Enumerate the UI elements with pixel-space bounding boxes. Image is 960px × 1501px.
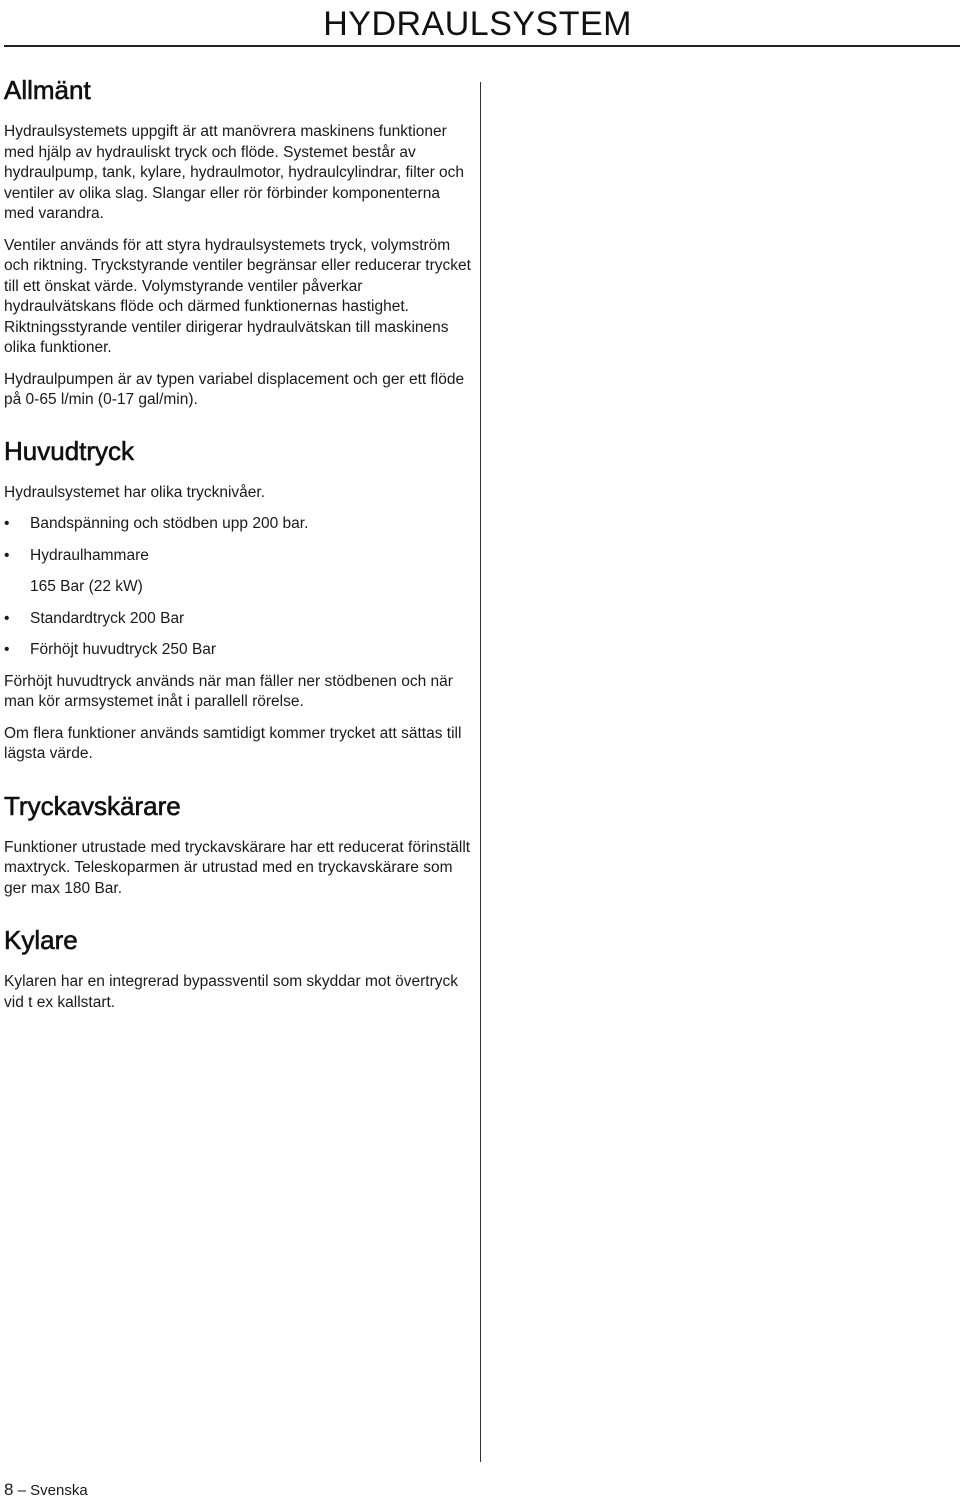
section-heading-kylare: Kylare bbox=[4, 925, 78, 955]
kylare-paragraph: Kylaren har en integrerad bypassventil som skyddar mot övertryck vid t ex kallstart. bbox=[4, 973, 459, 1011]
section-heading-tryckavskarare: Tryckavskärare bbox=[4, 790, 181, 821]
header-rule bbox=[4, 45, 960, 47]
allmant-paragraph-2: Ventiler används för att styra hydraulsystemets tryck, volymström och riktning. Tryckstyrande ventiler begränsar eller reducerar trycket till ett önskat värde. Volymstyrande ventiler påverkar hydraulvätskans flöde och därmed funktionernas hastighet. Riktningsstyrande ventiler dirigerar hydraulvätskan till maskinens olika funktioner. bbox=[4, 236, 471, 356]
section-heading-huvudtryck: Huvudtryck bbox=[4, 435, 135, 466]
column-divider bbox=[480, 82, 481, 1462]
footer-separator: – bbox=[17, 1482, 26, 1499]
footer-language: Svenska bbox=[30, 1482, 88, 1499]
page-footer bbox=[4, 1480, 88, 1501]
allmant-paragraph-3: Hydraulpumpen är av typen variabel displacement och ger ett flöde på 0-65 l/min (0-17 gal/min). bbox=[4, 370, 465, 408]
list-item: • Standardtryck 200 Bar bbox=[4, 609, 472, 630]
list-item-subtext: 165 Bar (22 kW) bbox=[30, 578, 143, 595]
huvudtryck-intro: Hydraulsystemet har olika trycknivåer. bbox=[4, 483, 266, 501]
list-item: • Förhöjt huvudtryck 250 Bar bbox=[4, 640, 472, 661]
page-title: HYDRAULSYSTEM bbox=[323, 5, 632, 43]
tryckavskarare-paragraph: Funktioner utrustade med tryckavskärare har ett reducerat förinställt maxtryck. Teleskoparmen är utrustad med en tryckavskärare som ger max 180 Bar. bbox=[4, 838, 471, 897]
page-number: 8 bbox=[4, 1480, 14, 1499]
list-item: • Hydraulhammare bbox=[4, 546, 472, 567]
pressure-list-continued bbox=[4, 609, 472, 661]
pressure-list bbox=[4, 514, 472, 566]
allmant-paragraph-1: Hydraulsystemets uppgift är att manövrera maskinens funktioner med hjälp av hydrauliskt tryck och flöde. Systemet består av hydraulpump, tank, kylare, hydraulmotor, hydraulcylindrar, filter och ventiler av olika slag. Slangar eller rör förbinder komponenterna med varandra. bbox=[4, 123, 465, 222]
section-tryckavskarare bbox=[4, 786, 472, 900]
huvudtryck-paragraph-1: Förhöjt huvudtryck används när man fäller ner stödbenen och när man kör armsystemet inåt i parallell rörelse. bbox=[4, 672, 453, 710]
section-heading-allmant: Allmänt bbox=[4, 75, 91, 105]
section-allmant bbox=[4, 70, 472, 411]
huvudtryck-paragraph-2: Om flera funktioner används samtidigt kommer trycket att sättas till lägsta värde. bbox=[4, 724, 462, 762]
list-item: • Bandspänning och stödben upp 200 bar. bbox=[4, 514, 472, 535]
main-column bbox=[4, 70, 472, 1013]
section-kylare bbox=[4, 920, 472, 1013]
section-huvudtryck bbox=[4, 431, 472, 765]
